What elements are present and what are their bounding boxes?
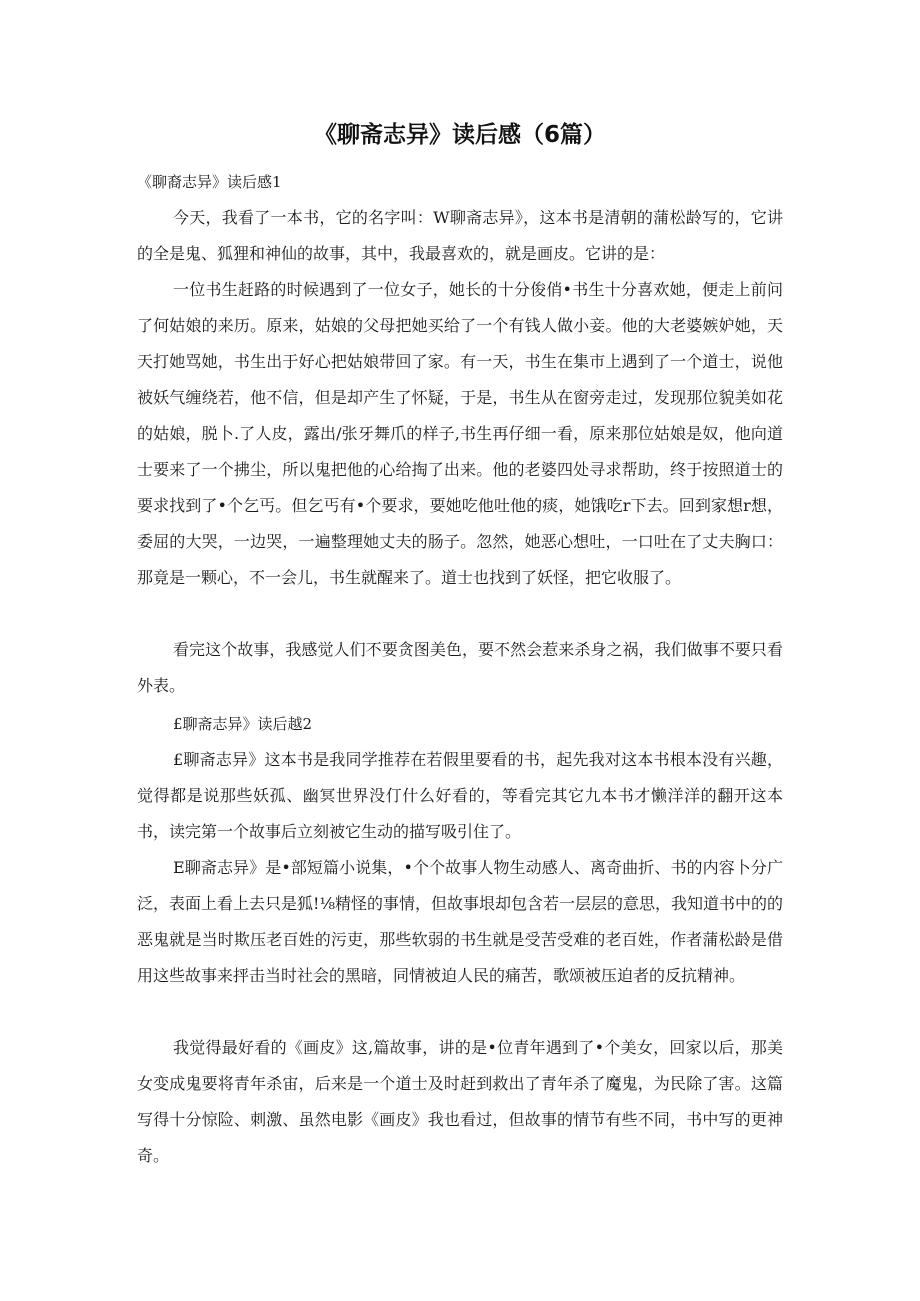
document-title: 《聊斋志异》读后感（6篇） bbox=[313, 122, 606, 148]
section1-paragraph-3: 看完这个故事，我感觉人们不要贪图美色，要不然会惹来杀身之祸，我们做事不要只看外表。 bbox=[137, 640, 783, 695]
section1-paragraph-2: 一位书生赶路的时候遇到了一位女子，她长的十分俊俏•书生十分喜欢她，便走上前问了何姑娘的来历。原来，姑娘的父母把她买给了一个有钱人做小妾。他的大老婆嫉妒她，天天打她骂她，书生出于好心把姑娘带回了家。有一天，书生在集市上遇到了一个道士，说他被妖气缠绕若，他不信，但是却产生了怀疑，于是，书生从在窗旁走过，发现那位貌美如花的姑娘，脱卜.了人皮，露出/张牙舞爪的样子,书生再仔细一看，原来那位姑娘是奴，他向道士要来了一个拂尘，所以鬼把他的心给掏了出来。他的老婆四处寻求帮助，终于按照道士的要求找到了•个乞丐。但乞丐有•个要求，要她吃他吐他的痰，她饿吃r下去。回到家想r想，委屈的大哭，一边哭，一遍整理她丈夫的肠子。忽然，她恶心想吐，一口吐在了丈夫胸口：那竟是一颗心，不一会儿，书生就醒来了。道士也找到了妖怪，把它收服了。 bbox=[137, 280, 783, 587]
section1-heading: 《聊裔志异》读后感1 bbox=[137, 173, 282, 191]
section2-heading: £聊斋志异》读后越2 bbox=[173, 715, 313, 733]
section2-paragraph-3: 我觉得最好看的《画皮》这,篇故事，讲的是•位青年遇到了•个美女，回家以后，那美女变成鬼要将青年杀宙，后来是一个道士及时赶到救出了青年杀了魔鬼，为民除了害。这篇写得十分惊险、刺激、虽然电影《画皮》我也看过，但故事的情节有些不同，书中写的更神奇。 bbox=[137, 1038, 783, 1165]
section2-paragraph-2: E聊斋志异》是•部短篇小说集，•个个故事人物生动感人、离奇曲折、书的内容卜分广泛，表面上看上去只是狐!⅛精怪的事情，但故事垠却包含若一层层的意思，我知道书中的的恶鬼就是当时欺压老百姓的污吏，那些软弱的书生就是受苦受难的老百姓，作者蒲松龄是借用这些故事来抨击当时社会的黑暗，同情被迫人民的痛苦，歌颂被压迫者的反抗精神。 bbox=[137, 858, 783, 985]
section2-paragraph-1: £聊斋志异》这本书是我同学推荐在若假里要看的书，起先我对这本书根本没有兴趣，觉得都是说那些妖孤、幽冥世界没仃什么好看的，等看完其它九本书才懒洋洋的翻开这本书，读完第一个故事后立刻被它生动的描写吸引住了。 bbox=[137, 750, 783, 841]
section1-paragraph-1: 今天，我看了一本书，它的名字叫：W聊斋志异》，这本书是清朝的蒲松龄写的，它讲的全是鬼、狐狸和神仙的故事，其中，我最喜欢的，就是画皮。它讲的是： bbox=[137, 208, 783, 263]
